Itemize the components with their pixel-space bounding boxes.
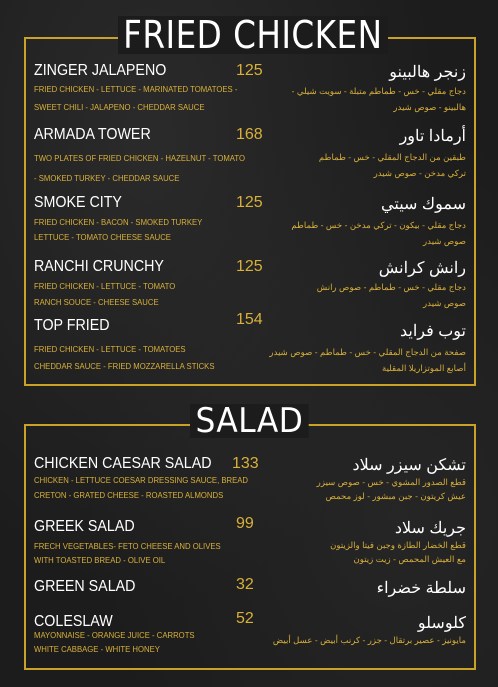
item-price: 154	[236, 311, 263, 328]
item-name-arabic: زنجر هالبينو	[389, 64, 466, 81]
item-description-line-1: MAYONNAISE - ORANGE JUICE - CARROTS	[34, 630, 195, 640]
item-description-arabic-line-1: قطع الصدور المشوي - خس - صوص سيزر	[316, 477, 466, 487]
item-name-arabic: رانش كرانش	[378, 260, 466, 277]
item-price: 125	[236, 62, 263, 79]
item-description-line-1: FRIED CHICKEN - LETTUCE - TOMATO	[34, 281, 176, 291]
item-name-arabic: جريك سلاد	[394, 520, 466, 537]
item-name: RANCHI CRUNCHY	[34, 258, 164, 275]
item-description-line-1: FRIED CHICKEN - BACON - SMOKED TURKEY	[34, 217, 203, 227]
item-name-arabic: توب فرايد	[400, 323, 466, 340]
item-description-arabic-line-2: صوص شيدر	[423, 298, 466, 308]
item-description-arabic-line-2: صوص شيدر	[423, 236, 466, 246]
salad-title: SALAD	[190, 404, 309, 438]
item-name-arabic: سلطة خضراء	[376, 580, 466, 597]
item-description-arabic-line-1: طبقين من الدجاج المقلي - خس - طماطم	[318, 152, 466, 162]
item-name: GREEN SALAD	[34, 578, 136, 595]
item-name: COLESLAW	[34, 613, 113, 630]
item-price: 125	[236, 258, 263, 275]
item-description-arabic-line-1: قطع الخضار الطازة وجبن فيتا والزيتون	[330, 540, 466, 550]
item-name-arabic: تشكن سيزر سلاد	[352, 457, 466, 474]
menu-item-coleslaw	[34, 610, 466, 665]
item-description-line-1: TWO PLATES OF FRIED CHICKEN - HAZELNUT - TOMATO	[34, 153, 246, 163]
item-description-line-2: CRETON - GRATED CHEESE - ROASTED ALMONDS	[34, 490, 224, 500]
item-description-arabic-line-1: مايونيز - عصير برتقال - جزر - كرنب أبيض - عسل أبيض	[272, 635, 466, 645]
menu-item-top-fried	[34, 311, 466, 377]
item-name: ZINGER JALAPENO	[34, 62, 167, 79]
item-description-arabic-line-1: دجاج مقلي - خس - طماطم متبلة - سويت شيلي -	[291, 86, 466, 96]
item-description-arabic-line-2: مع العيش المحمص - زيت زيتون	[353, 554, 466, 564]
item-description-line-2: WHITE CABBAGE - WHITE HONEY	[34, 644, 160, 654]
fried-chicken-title: FRIED CHICKEN	[118, 16, 388, 54]
item-description-line-1: FRIED CHICKEN - LETTUCE - TOMATOES	[34, 344, 186, 354]
item-price: 99	[236, 515, 254, 532]
item-price: 125	[236, 194, 263, 211]
item-name-arabic: كلوسلو	[417, 615, 466, 632]
item-description-line-2: - SMOKED TURKEY - CHEDDAR SAUCE	[34, 173, 180, 183]
item-name-arabic: أرمادا تاور	[399, 128, 466, 145]
item-description-line-2: WITH TOASTED BREAD - OLIVE OIL	[34, 555, 166, 565]
item-name: SMOKE CITY	[34, 194, 122, 211]
item-description-arabic-line-2: أصابع الموتزاريلا المقلية	[381, 363, 466, 373]
item-description-arabic-line-2: تركي مدخن - صوص شيدر	[373, 168, 466, 178]
menu-item-greek-salad	[34, 515, 466, 573]
item-price: 133	[232, 455, 259, 472]
menu-item-ranchi-crunchy	[34, 258, 466, 318]
menu-item-green-salad	[34, 578, 466, 608]
item-description-arabic-line-1: صفحة من الدجاج المقلي - خس - طماطم - صوص شيدر	[269, 347, 466, 357]
item-description-arabic-line-1: دجاج مقلي - بيكون - تركي مدخن - خس - طماطم	[291, 220, 466, 230]
item-description-line-1: CHICKEN - LETTUCE COESAR DRESSING SAUCE, BREAD	[34, 475, 249, 485]
menu-item-armada-tower	[34, 126, 466, 186]
item-name: ARMADA TOWER	[34, 126, 151, 143]
item-description-arabic-line-1: دجاج مقلي - خس - طماطم - صوص رانش	[316, 282, 466, 292]
item-description-line-1: FRIED CHICKEN - LETTUCE - MARINATED TOMATOES -	[34, 84, 238, 94]
menu-item-zinger-jalapeno	[34, 62, 466, 122]
item-name: CHICKEN CAESAR SALAD	[34, 455, 212, 472]
item-description-line-2: LETTUCE - TOMATO CHEESE SAUCE	[34, 232, 171, 242]
item-description-arabic-line-2: عيش كريتون - جبن مبشور - لوز محمص	[325, 491, 466, 501]
menu-item-smoke-city	[34, 194, 466, 254]
item-price: 32	[236, 576, 254, 593]
item-price: 52	[236, 610, 254, 627]
item-name-arabic: سموك سيتي	[381, 196, 466, 213]
item-description-line-2: SWEET CHILI - JALAPENO - CHEDDAR SAUCE	[34, 102, 205, 112]
item-description-line-2: RANCH SOUCE - CHEESE SAUCE	[34, 297, 159, 307]
item-price: 168	[236, 126, 263, 143]
item-name: TOP FRIED	[34, 317, 110, 334]
item-name: GREEK SALAD	[34, 518, 135, 535]
item-description-line-2: CHEDDAR SAUCE - FRIED MOZZARELLA STICKS	[34, 361, 215, 371]
item-description-arabic-line-2: هالبينو - صوص شيدر	[393, 102, 466, 112]
item-description-line-1: FRECH VEGETABLES- FETO CHEESE AND OLIVES	[34, 541, 221, 551]
menu-item-chicken-caesar-salad	[34, 455, 466, 510]
